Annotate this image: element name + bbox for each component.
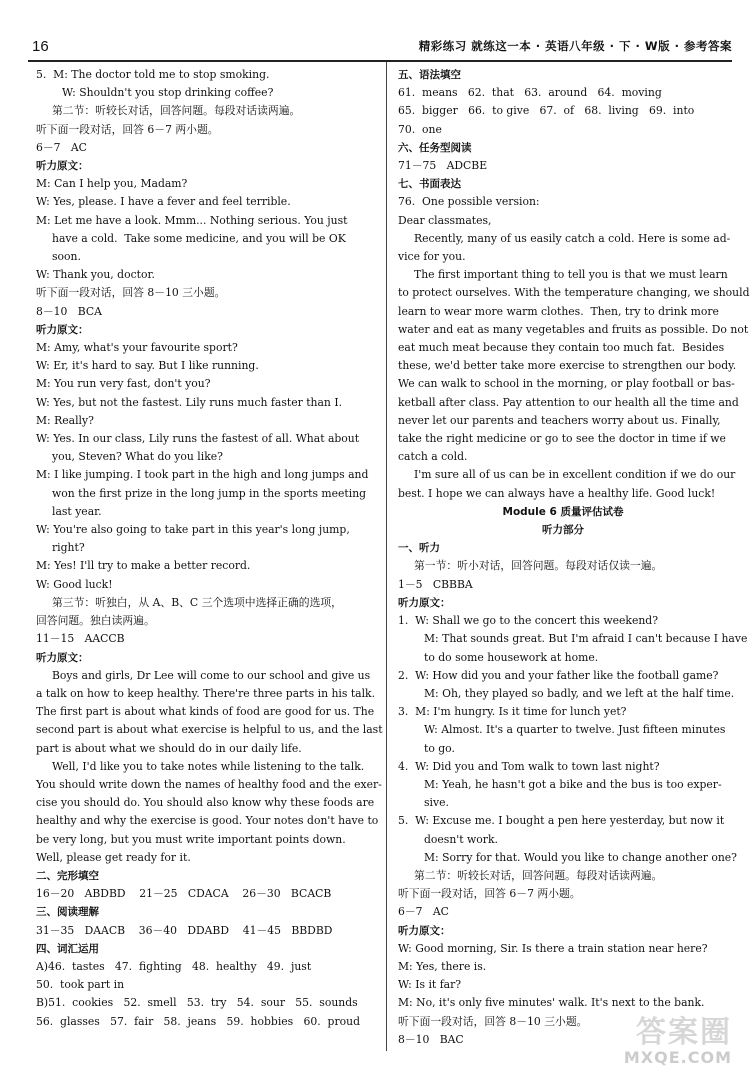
text-line: 6－7 AC bbox=[398, 905, 449, 919]
text-line: 听下面一段对话，回答 8－10 三小题。 bbox=[398, 1014, 588, 1028]
text-line: A)46. tastes 47. fighting 48. healthy 49. just bbox=[36, 959, 312, 973]
text-line: B)51. cookies 52. smell 53. try 54. sour 55. sounds bbox=[36, 996, 358, 1010]
text-line: 听力原文： bbox=[398, 596, 451, 609]
text-line: 6－7 AC bbox=[36, 140, 87, 154]
text-line: 65. bigger 66. to give 67. of 68. living 69. into bbox=[398, 104, 695, 118]
text-line: W: Good morning, Sir. Is there a train station near here? bbox=[398, 941, 708, 955]
text-line: 5. M: The doctor told me to stop smoking. bbox=[36, 68, 270, 81]
text-line: 50. took part in bbox=[36, 978, 125, 992]
text-line: doesn't work. bbox=[424, 832, 498, 846]
text-line: to do some housework at home. bbox=[424, 650, 599, 664]
text-line: The first part is about what kinds of food are good for us. The bbox=[36, 705, 375, 719]
text-line: 第二节：听较长对话，回答问题。每段对话读两遍。 bbox=[52, 104, 301, 118]
text-line: You should write down the names of healthy food and the exer- bbox=[36, 777, 382, 791]
text-line: Dear classmates, bbox=[398, 213, 492, 227]
watermark-logo bbox=[606, 1007, 736, 1069]
text-line: 2. W: How did you and your father like the football game? bbox=[398, 668, 719, 682]
text-line: W: Is it far? bbox=[398, 978, 462, 992]
text-line: W: Yes, please. I have a fever and feel terrible. bbox=[36, 195, 291, 209]
text-line: M: Really? bbox=[36, 413, 94, 427]
text-line: W: Almost. It's a quarter to twelve. Just fifteen minutes bbox=[424, 723, 726, 737]
text-line: 二、完形填空 bbox=[36, 869, 99, 882]
text-line: 第二节：听较长对话，回答问题。每段对话读两遍。 bbox=[414, 868, 663, 882]
text-line: 听下面一段对话，回答 8－10 三小题。 bbox=[36, 286, 226, 300]
text-line: these, we'd better take more exercise to strengthen our body. bbox=[398, 359, 737, 373]
text-line: 听下面一段对话，回答 6－7 两小题。 bbox=[398, 887, 581, 901]
left-column bbox=[36, 66, 383, 1031]
text-line: M: I like jumping. I took part in the high and long jumps and bbox=[36, 468, 369, 482]
text-line: M: That sounds great. But I'm afraid I can't because I have bbox=[424, 632, 748, 646]
page-number: 16 bbox=[32, 38, 49, 55]
text-line: W: Good luck! bbox=[36, 577, 113, 591]
text-line: M: Sorry for that. Would you like to change another one? bbox=[424, 850, 737, 864]
text-line: 31－35 DAACB 36－40 DDABD 41－45 BBDBD bbox=[36, 923, 333, 937]
text-line: 回答问题。独白读两遍。 bbox=[36, 614, 155, 628]
text-line: 三、阅读理解 bbox=[36, 906, 99, 919]
text-line: The first important thing to tell you is that we must learn bbox=[414, 268, 728, 282]
text-line: healthy and why the exercise is good. Your notes don't have to bbox=[36, 814, 379, 828]
text-line: learn to wear more warm clothes. Then, try to drink more bbox=[398, 304, 719, 318]
text-line: eat much meat because they contain too much fat. Besides bbox=[398, 341, 725, 355]
text-line: soon. bbox=[52, 250, 81, 264]
text-line: 四、词汇运用 bbox=[36, 942, 99, 955]
text-line: water and eat as many vegetables and fruits as possible. Do not bbox=[398, 322, 749, 336]
text-line: 五、语法填空 bbox=[398, 69, 461, 81]
column-divider bbox=[386, 62, 387, 1051]
page-header bbox=[28, 36, 732, 62]
header-rule bbox=[28, 60, 732, 62]
text-line: 11－15 AACCB bbox=[36, 632, 125, 646]
text-line: W: Shouldn't you stop drinking coffee? bbox=[62, 86, 274, 100]
text-line: 听力原文： bbox=[36, 323, 89, 336]
text-line: have a cold. Take some medicine, and you will be OK bbox=[52, 231, 346, 245]
text-line: M: No, it's only five minutes' walk. It's next to the bank. bbox=[398, 996, 705, 1010]
text-line: M: Amy, what's your favourite sport? bbox=[36, 341, 238, 355]
text-line: vice for you. bbox=[398, 250, 466, 264]
text-line: 第三节：听独白，从 A、B、C 三个选项中选择正确的选项， bbox=[52, 595, 342, 609]
text-line: 第一节：听小对话，回答问题。每段对话仅读一遍。 bbox=[414, 559, 663, 573]
text-line: to protect ourselves. With the temperature changing, we should bbox=[398, 286, 750, 300]
text-line: I'm sure all of us can be in excellent condition if we do our bbox=[414, 468, 736, 482]
text-line: M: Yes! I'll try to make a better record. bbox=[36, 559, 251, 573]
text-line: Well, I'd like you to take notes while listening to the talk. bbox=[52, 759, 365, 773]
text-line: 8－10 BAC bbox=[398, 1032, 464, 1046]
text-line: 8－10 BCA bbox=[36, 304, 102, 318]
text-line: to go. bbox=[424, 741, 455, 755]
text-line: 61. means 62. that 63. around 64. moving bbox=[398, 86, 662, 100]
text-line: be very long, but you must write important points down. bbox=[36, 832, 346, 846]
text-line: Recently, many of us easily catch a cold. Here is some ad- bbox=[414, 231, 731, 245]
text-line: 16－20 ABDBD 21－25 CDACA 26－30 BCACB bbox=[36, 887, 332, 901]
text-line: 1－5 CBBBA bbox=[398, 577, 473, 591]
text-line: 听力部分 bbox=[542, 524, 584, 537]
watermark-text: 答案圈 bbox=[636, 1015, 732, 1050]
text-line: 1. W: Shall we go to the concert this weekend? bbox=[398, 614, 659, 628]
text-line: Boys and girls, Dr Lee will come to our school and give us bbox=[52, 668, 371, 682]
text-line: W: Er, it's hard to say. But I like running. bbox=[36, 359, 259, 373]
text-line: W: Thank you, doctor. bbox=[36, 268, 155, 282]
text-line: you, Steven? What do you like? bbox=[52, 450, 223, 464]
book-title: 精彩练习 就练这一本 · 英语八年级 · 下 · W版 · 参考答案 bbox=[418, 39, 732, 53]
text-line: right? bbox=[52, 541, 85, 555]
text-line: M: Let me have a look. Mmm... Nothing serious. You just bbox=[36, 213, 348, 227]
text-line: M: Can I help you, Madam? bbox=[36, 177, 188, 191]
text-line: 六、任务型阅读 bbox=[398, 141, 472, 154]
text-line: won the first prize in the long jump in the sports meeting bbox=[52, 486, 367, 500]
text-line: a talk on how to keep healthy. There're three parts in his talk. bbox=[36, 686, 376, 700]
text-line: Well, please get ready for it. bbox=[36, 850, 191, 864]
text-line: 3. M: I'm hungry. Is it time for lunch yet? bbox=[398, 705, 627, 719]
text-line: We can walk to school in the morning, or play football or bas- bbox=[398, 377, 735, 391]
text-line: last year. bbox=[52, 504, 102, 518]
text-line: best. I hope we can always have a healthy life. Good luck! bbox=[398, 486, 716, 500]
text-line: 七、书面表达 bbox=[398, 178, 461, 191]
text-line: Module 6 质量评估试卷 bbox=[502, 505, 624, 518]
watermark-url: MXQE.COM bbox=[623, 1048, 732, 1067]
text-line: 听力原文： bbox=[36, 651, 89, 664]
text-line: 4. W: Did you and Tom walk to town last night? bbox=[398, 759, 660, 773]
text-line: M: Yeah, he hasn't got a bike and the bus is too exper- bbox=[424, 777, 722, 791]
text-line: sive. bbox=[424, 796, 449, 810]
text-line: 76. One possible version: bbox=[398, 195, 540, 209]
text-line: catch a cold. bbox=[398, 450, 468, 464]
text-line: part is about what we should do in our daily life. bbox=[36, 741, 302, 755]
text-line: 听力原文： bbox=[36, 160, 89, 173]
text-line: 听下面一段对话，回答 6－7 两小题。 bbox=[36, 122, 219, 136]
text-line: 71－75 ADCBE bbox=[398, 159, 488, 173]
text-line: W: You're also going to take part in this year's long jump, bbox=[36, 523, 350, 537]
text-line: never let our parents and teachers worry about us. Finally, bbox=[398, 413, 721, 427]
right-column bbox=[398, 66, 750, 1049]
text-line: W: Yes. In our class, Lily runs the fastest of all. What about bbox=[36, 432, 360, 446]
text-line: 听力原文： bbox=[398, 924, 451, 937]
text-line: ketball after class. Pay attention to our health all the time and bbox=[398, 395, 739, 409]
text-line: cise you should do. You should also know why these foods are bbox=[36, 796, 375, 810]
text-line: M: You run very fast, don't you? bbox=[36, 377, 211, 391]
text-line: 一、听力 bbox=[398, 542, 440, 555]
text-line: 70. one bbox=[398, 122, 442, 136]
text-line: M: Yes, there is. bbox=[398, 959, 487, 973]
text-line: second part is about what exercise is helpful to us, and the last bbox=[36, 723, 383, 737]
text-line: take the right medicine or go to see the doctor in time if we bbox=[398, 432, 726, 446]
text-line: 56. glasses 57. fair 58. jeans 59. hobbies 60. proud bbox=[36, 1014, 360, 1028]
text-line: M: Oh, they played so badly, and we left at the half time. bbox=[424, 686, 735, 700]
text-line: W: Yes, but not the fastest. Lily runs much faster than I. bbox=[36, 395, 343, 409]
text-line: 5. W: Excuse me. I bought a pen here yesterday, but now it bbox=[398, 814, 725, 828]
